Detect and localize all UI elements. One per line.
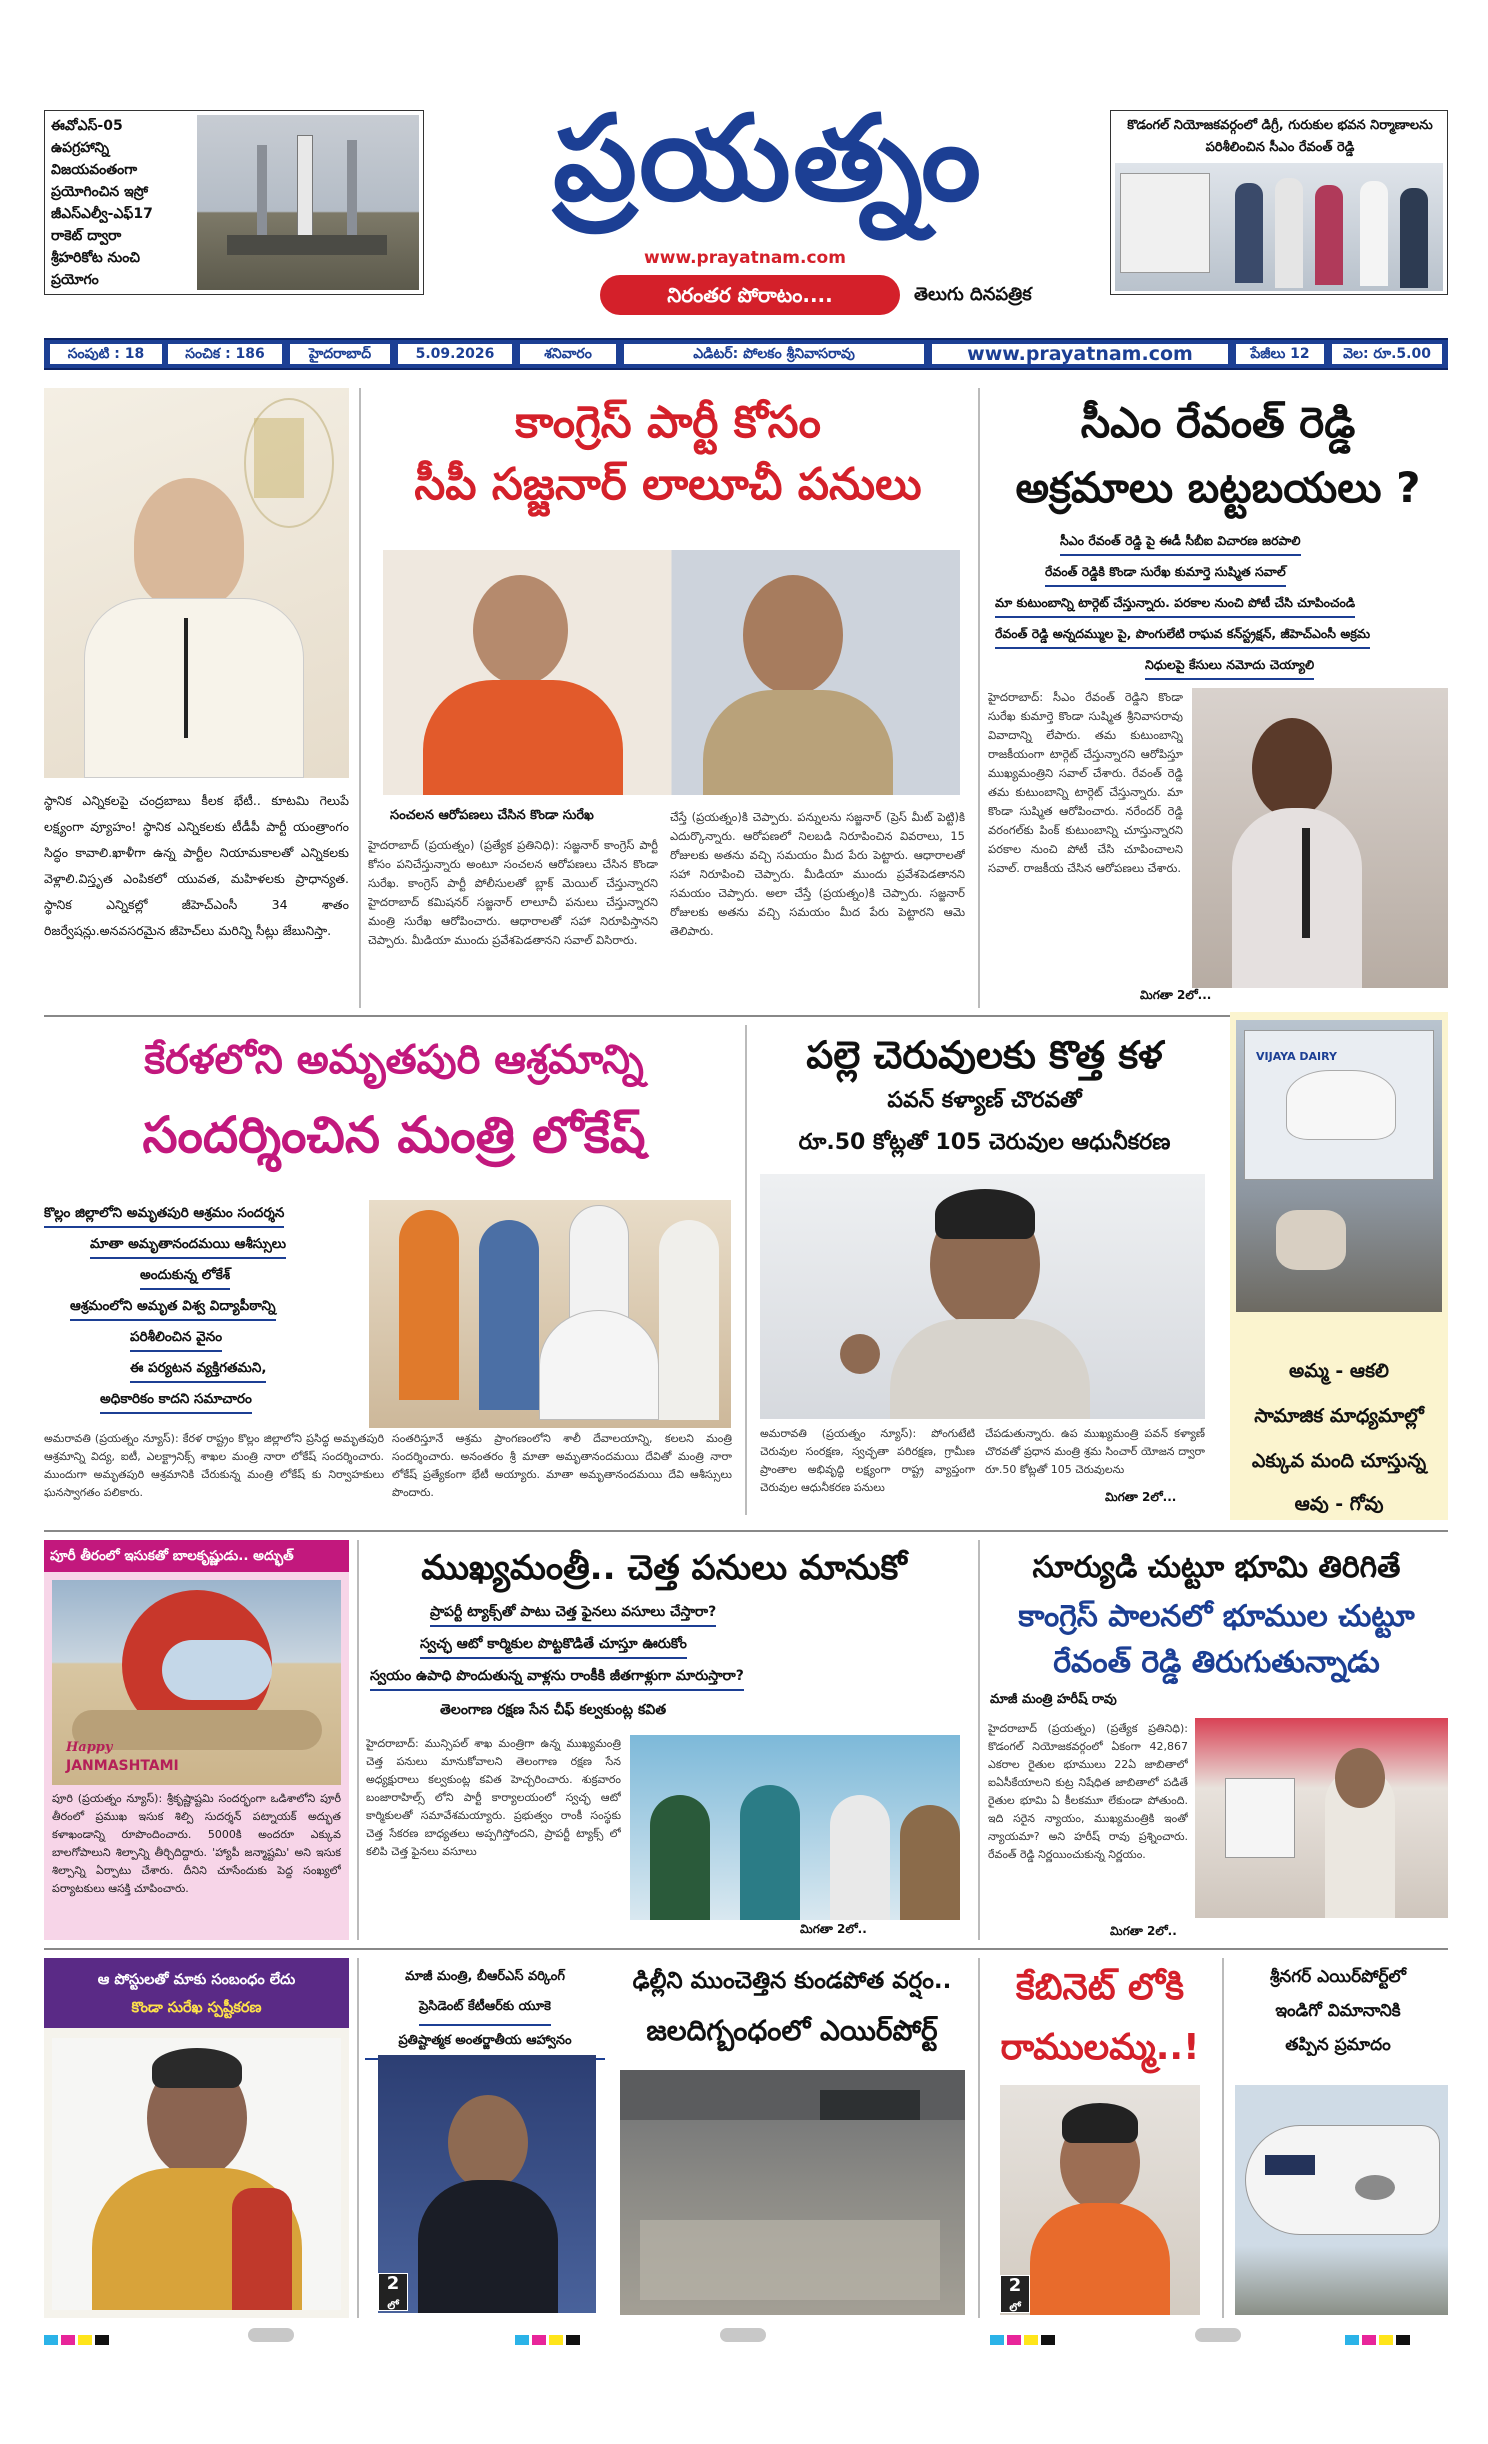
tagline-banner (600, 275, 900, 315)
ponds-body-a: అమరావతి (ప్రయత్నం న్యూస్): పోంగుటేటి చెరువుల సంరక్షణ, స్వచ్ఛతా పరిరక్షణ, గ్రామీణ ప్రాంతాల అభివృద్ధి లక్ష్యంగా రాష్ట్ర వ్యాప్తంగా చెరువుల ఆధునీకరణ పనులు (760, 1427, 975, 1494)
harish-head-3: రేవంత్ రెడ్డి తిరుగుతున్నాడు (1053, 1645, 1380, 1680)
kavitha-photo (630, 1735, 960, 1920)
ear-line: ఈవోఎస్-05 (51, 118, 123, 134)
masthead-url[interactable]: www.prayatnam.com (644, 248, 846, 268)
kavitha-migata[interactable]: మిగతా 2లో.. (800, 1922, 867, 1936)
ponds-migata[interactable]: మిగతా 2లో... (1105, 1490, 1177, 1504)
ponds-body-b: చేపడుతున్నారు. ఉప ముఖ్యమంత్రి పవన్ కళ్యాణ్ చొరవతో ప్రధాన మంత్రి శ్రమ సించార్ యోజన ద్వారా రూ.50 కోట్లతో 105 చెరువులను (985, 1427, 1205, 1476)
divider (978, 1540, 980, 1940)
page2-badge: 2 లో (378, 2273, 408, 2311)
reg-mark (1195, 2328, 1241, 2342)
ear-line: జీఎస్ఎల్వీ-ఎఫ్17 (51, 206, 153, 222)
color-bar-1 (44, 2330, 112, 2349)
lokesh-body-a: అమరావతి (ప్రయత్నం న్యూస్): కేరళ రాష్ట్రం కొల్లం జిల్లాలోని ప్రసిద్ధ అమృతపురి ఆశ్రమాన్ని విద్య, ఐటీ, ఎలక్ట్రానిక్స్ శాఖల మంత్రి నారా లోకేష్ సందర్శించారు. ముందుగా అమృతపురి ఆశ్రమానికి చేరుకున్న మంత్రి లోకేష్ కు నిర్వాహకులు ఘనస్వాగతం పలికారు. (44, 1432, 384, 1499)
delhi-head-1: ఢిల్లీని ముంచెత్తిన కుండపోత వర్షం.. (632, 1968, 952, 1994)
indigo-plane-photo (1235, 2085, 1448, 2315)
surekha-box-head (44, 1958, 349, 2028)
lokesh-sub: ఈ పర్యటన వ్యక్తిగతమని, (130, 1360, 266, 1383)
surekha-line-2: కొండా సురేఖ స్పష్టీకరణ (131, 2000, 262, 2016)
divider (357, 1540, 359, 1940)
srinagar-head (1228, 1960, 1448, 2062)
lokesh-amma-photo (369, 1200, 731, 1428)
sajjanar-head-2: సీపీ సజ్జనార్ లాలూచీ పనులు (414, 459, 922, 510)
cow-caption-2: సామాజిక మాధ్యమాల్లో (1254, 1405, 1424, 1427)
kavitha-sub: స్వయం ఉపాధి పొందుతున్న వాళ్లను రాంకీకి జీతగాళ్లుగా మారుస్తారా? (370, 1668, 744, 1691)
kavitha-sub: తెలంగాణ రక్షణ సేన చీఫ్ కల్వకుంట్ల కవిత (440, 1702, 667, 1718)
ear-line: రాకెట్ ద్వారా (51, 228, 122, 244)
divider (978, 388, 980, 1008)
puri-box (44, 1540, 349, 1940)
pages: పేజీలు 12 (1236, 344, 1324, 364)
ear-line: ఉపగ్రహాన్ని (51, 140, 110, 156)
kavitha-sub: ప్రాపర్టీ ట్యాక్స్‌తో పాటు చెత్త ఫైనలు వసూలు చేస్తారా? (430, 1604, 716, 1627)
ear-line: శ్రీహరికోట నుంచి (51, 250, 141, 266)
ear-line: ప్రయోగం (51, 272, 99, 288)
day: శనివారం (520, 344, 616, 364)
sajjanar-body-b: చేస్తే (ప్రయత్నం)కి చెప్పారు. పన్నులను సజ్జనార్ (ప్రెస్ మీట్ పెట్టి)కి ఎదుర్కొన్నారు. ఆరోపణలో నిలబడి నిరూపించిన వివరాలు, 15 రోజులకు అతను వచ్చి సమయం మీద పేరు పెట్టారు. ఆధారాలతో సహా నిరూపించి చెప్పారు. మీడియా ముందు ప్రవేశపెడతానని సమయం చెప్పారు. అలా చేస్తే (ప్రయత్నం)కి చెప్పారు. సజ్జనార్ రోజులకు అతను వచ్చి సమయం మీద పేరు పెట్టారని ఆమె తెలిపారు. (670, 810, 965, 938)
lokesh-head-1: కేరళలోని అమృతపురి ఆశ్రమాన్ని (144, 1037, 644, 1083)
kavitha-sub: స్వచ్ఛ ఆటో కార్మికుల పొట్టకొడితే చూస్తూ ఊరుకోం (420, 1636, 687, 1659)
masthead-title: ప్రయత్నం (553, 88, 983, 227)
puri-head: పూరీ తీరంలో ఇసుకతో బాలకృష్ణుడు.. అద్భుత్ (44, 1540, 349, 1572)
section-divider (44, 1948, 1448, 1950)
lokesh-body-b: సంతరిస్తూనే ఆశ్రమ ప్రాంగణంలోని శాలీ దేవాలయాన్ని, కలలని మంత్రి సందర్శించారు. అనంతరం శ్రీ మాతా అమృతానందమయి దేవితో మంత్రి నారా లోకేష్ ప్రత్యేకంగా భేటీ అయ్యారు. మాతా అమృతానందమయి దేవి ఆశీస్సులు పొందారు. (392, 1432, 732, 1499)
editor: ఎడిటర్: పోలకం శ్రీనివాసరావు (624, 344, 924, 364)
surekha-sajjanar-photo (383, 550, 960, 795)
divider (745, 1025, 747, 1515)
harish-migata[interactable]: మిగతా 2లో.. (1110, 1924, 1177, 1938)
ktr-photo (378, 2055, 596, 2313)
surekha-line-1: ఆ పోస్టులతో మాకు సంబంధం లేదు (97, 1972, 296, 1988)
site-link[interactable]: www.prayatnam.com (932, 344, 1228, 364)
revanth-sub: రేవంత్ రెడ్డికి కొండా సురేఖ కుమార్తె సుష్మిత సవాల్ (1045, 564, 1286, 587)
left-ear-text (51, 115, 191, 291)
harish-photo (1195, 1718, 1448, 1918)
ponds-sub-1: పవన్ కళ్యాణ్ చొరవతో (887, 1088, 1082, 1113)
issue: సంచిక : 186 (168, 344, 282, 364)
srinagar-line: ఇండిగో విమానానికి (1275, 2001, 1401, 2021)
date: 5.09.2026 (398, 344, 512, 364)
sajjanar-head-1: కాంగ్రెస్ పార్టీ కోసం (515, 397, 821, 448)
sajjanar-caption: సంచలన ఆరోపణలు చేసిన కొండా సురేఖ (390, 808, 594, 823)
lokesh-sub: కొల్లం జిల్లాలోని అమృతపురి ఆశ్రమం సందర్శన (44, 1205, 284, 1228)
ear-line: విజయవంతంగా (51, 162, 138, 178)
info-bar (44, 338, 1448, 370)
sajjanar-body-a: హైదరాబాద్ (ప్రయత్నం) (ప్రత్యేక ప్రతినిధి): సజ్జనార్ కాంగ్రెస్ పార్టీ కోసం పనిచేస్తున్నారు అంటూ సంచలన ఆరోపణలు చేసిన కొండా సురేఖ. కాంగ్రెస్ పార్టీ పోలీసులతో బ్లాక్ మెయిల్ చేస్తున్నారని హైదరాబాద్ కమిషనర్ సజ్జనార్ లాలూచీ పనులు చేస్తున్నారని మంత్రి సురేఖ ఆరోపించారు. ఆధారాలతో సహా నిరూపిస్తానని చెప్పారు. మీడియా ముందు ప్రవేశపెడతానని సవాల్ విసిరారు. (368, 838, 658, 947)
divider (1222, 1958, 1224, 2318)
srinagar-line: శ్రీనగర్ ఎయిర్‌పోర్ట్‌లో (1269, 1967, 1407, 1987)
cabinet-head-1: కేబినెట్ లోకి (1015, 1967, 1185, 2008)
harish-body: హైదరాబాద్ (ప్రయత్నం) (ప్రత్యేక ప్రతినిధి): కొడంగల్ నియోజకవర్గంలో ఏకంగా 42,867 ఎకరాల రైతుల భూములు 22ఏ జాబితాలో ఐఏసీకేయాలని కుట్ర నిషేధిత జాబితాలో పడితే రైతుల భూమి ఏ కీలకమూ లేకుండా పోతుంది. ఇది సరైన న్యాయం, ముఖ్యమంత్రికి ఇంతో న్యాయమా? అని హరీష్ రావు ప్రశ్నించారు. రేవంత్ రెడ్డి నిర్ణయించుకున్న నిర్ణయం. (988, 1722, 1188, 1861)
left-ear-box (44, 110, 424, 295)
city: హైదరాబాద్ (290, 344, 390, 364)
puri-body: పూరి (ప్రయత్నం న్యూస్): శ్రీకృష్ణాష్టమి సందర్భంగా ఒడిశాలోని పూరీ తీరంలో ప్రముఖ ఇసుక శిల్పి సుదర్శన్ పట్నాయక్ అద్భుత కళాఖండాన్ని రూపొందించారు. 5000కి అందరూ ఎక్కువ బాలగోపాలుని శిల్పాన్ని తీర్చిదిద్దారు. 'హ్యాపీ జన్మాష్టమి' అని ఇసుక శిల్పాన్ని ఏర్పాటు చేశారు. దీనిని చూసేందుకు పెద్ద సంఖ్యలో పర్యాటకులు ఆసక్తి చూపించారు. (52, 1792, 341, 1895)
revanth-sub: సీఎం రేవంత్ రెడ్డి పై ఈడీ సీబీఐ విచారణ జరపాలి (1060, 533, 1301, 556)
lokesh-head-2: సందర్శించిన మంత్రి లోకేష్ (142, 1106, 646, 1164)
lokesh-sub: ఆశ్రమంలోని అమృత విశ్వ విద్యాపీఠాన్ని (70, 1298, 276, 1321)
delhi-head-2: జలదిగ్బంధంలో ఎయిర్‌పోర్ట్ (646, 2014, 938, 2047)
tagline-text: నిరంతర పోరాటం.... (667, 283, 833, 307)
right-ear-title: కొడంగల్ నియోజకవర్గంలో డిగ్రీ, గురుకుల భవన నిర్మాణాలను పరిశీలించిన సీఎం రేవంత్ రెడ్డి (1127, 118, 1433, 155)
color-bar-2 (515, 2330, 583, 2349)
cow-calf-photo (1236, 1020, 1442, 1312)
reg-mark (248, 2328, 294, 2342)
rocket-launch-photo (197, 115, 419, 290)
cow-caption-3: ఎక్కువ మంది చూస్తున్న (1251, 1450, 1427, 1472)
kavitha-head: ముఖ్యమంత్రీ.. చెత్త పనులు మానుకో (421, 1548, 907, 1588)
lokesh-sub: అధికారికం కాదని సమాచారం (100, 1391, 252, 1414)
ponds-sub-2: రూ.50 కోట్లతో 105 చెరువుల ఆధునీకరణ (798, 1130, 1171, 1155)
chandrababu-photo (44, 388, 349, 778)
ktr-line: మాజీ మంత్రి, బీఆర్ఎస్ వర్కింగ్ (405, 1969, 565, 1984)
lokesh-sub: అందుకున్న లోకేశ్ (140, 1267, 230, 1290)
harish-head-2: కాంగ్రెస్ పాలనలో భూముల చుట్టూ (1018, 1599, 1415, 1634)
revanth-sub: మా కుటుంబాన్ని టార్గెట్ చేస్తున్నారు. పరకాల నుంచి పోటీ చేసి చూపించండి (995, 595, 1355, 618)
ponds-head: పల్లె చెరువులకు కొత్త కళ (806, 1033, 1163, 1077)
ktr-line: ప్రెసిడెంట్ కేటీఆర్‌కు యూకె (419, 1992, 551, 2026)
surekha-box (44, 1958, 349, 2318)
revanth-body: హైదరాబాద్: సీఎం రేవంత్ రెడ్డిని కొండా సురేఖ కుమార్తె కొండా సుష్మిత శ్రీనివాసరావు వివాదాన్ని లేపారు. తమ కుటుంబాన్ని రాజకీయంగా టార్గెట్ చేస్తున్నారని ఆరోపిస్తూ ముఖ్యమంత్రిని సవాల్ చేశారు. రేవంత్ రెడ్డి తమ కుటుంబాన్ని టార్గెట్ చేస్తున్నారు. మా కొండా సుష్మిత ఆరోపించారు. నరేందర్ రెడ్డి వరంగల్‌కు పింక్ కుటుంబాన్ని చూస్తున్నారని పరకాల నుంచి పోటీ చేసి చూపించాలని సవాల్. రాజకీయ చేసిన ఆరోపణలు చేశారు. (988, 690, 1183, 875)
price: వెల: రూ.5.00 (1332, 344, 1442, 364)
cm-site-visit-photo (1115, 163, 1443, 291)
chandrababu-story: స్థానిక ఎన్నికలపై చంద్రబాబు కీలక భేటీ.. కూటమి గెలుపే లక్ష్యంగా వ్యూహం! స్థానిక ఎన్నికలకు టీడీపీ పార్టీ యంత్రాంగం సిద్ధం కావాలి.ఖాళీగా ఉన్న పార్టీల నియామకాలతో ఎన్నికలకు వెళ్లాలి.విస్తృత ఎంపికలో యువత, మహిళలకు ప్రాధాన్యత. స్థానిక ఎన్నికల్లో జీహెచ్ఎంసీ 34 శాతం రిజర్వేషన్లు.అనవసరమైన జీహెచ్‌లు మరిన్ని సీట్లు జేబునిస్తా. (44, 793, 349, 938)
ktr-line: ప్రతిష్టాత్మక అంతర్జాతీయ ఆహ్వానం (365, 2026, 605, 2060)
cow-caption-4: ఆవు - గోవు (1294, 1493, 1384, 1515)
cabinet-head-2: రాములమ్మ..! (1000, 2027, 1200, 2068)
ear-line: ప్రయోగించిన ఇస్రో (51, 184, 149, 200)
cow-caption-1: అమ్మ - ఆకలి (1289, 1360, 1389, 1382)
divider (357, 1958, 359, 2318)
sushmita-photo (1192, 688, 1448, 988)
divider (978, 1958, 980, 2318)
surekha-photo (52, 2038, 341, 2310)
revanth-head-2: అక్రమాలు బట్టబయలు ? (1015, 463, 1421, 512)
section-divider (44, 1530, 1448, 1532)
truck-label: VIJAYA DAIRY (1256, 1050, 1337, 1063)
sand-krishna-photo (52, 1580, 341, 1785)
daily-label: తెలుగు దినపత్రిక (914, 284, 1032, 305)
ktr-caption (365, 1962, 605, 2060)
lokesh-sub: మాతా అమృతానందమయి ఆశీస్సులు (90, 1236, 286, 1259)
janmashtami-text: JANMASHTAMI (66, 1758, 179, 1774)
harish-head-1: సూర్యుడి చుట్టూ భూమి తిరిగితే (1032, 1550, 1401, 1585)
pawan-kalyan-photo (760, 1174, 1205, 1419)
reg-mark (720, 2328, 766, 2342)
color-bar-3 (990, 2330, 1058, 2349)
volume: సంపుటి : 18 (50, 344, 162, 364)
revanth-head-1: సీఎం రేవంత్ రెడ్డి (1080, 398, 1356, 447)
harish-sub: మాజీ మంత్రి హరీష్ రావు (990, 1692, 1117, 1707)
revanth-migata[interactable]: మిగతా 2లో... (1140, 988, 1212, 1002)
right-ear-box (1110, 110, 1448, 295)
cow-box (1230, 1012, 1448, 1520)
ramulamma-photo (1000, 2085, 1200, 2315)
srinagar-line: తప్పిన ప్రమాదం (1285, 2035, 1391, 2055)
lokesh-sub: పరిశీలించిన వైనం (130, 1329, 222, 1352)
color-bar-4 (1345, 2330, 1413, 2349)
page2-badge: 2 లో (1000, 2275, 1030, 2313)
airport-flood-photo (620, 2070, 965, 2315)
kavitha-body: హైదరాబాద్: మున్సిపల్ శాఖ మంత్రిగా ఉన్న ముఖ్యమంత్రి చెత్త పనులు మానుకోవాలని తెలంగాణ రక్షణ సేన అధ్యక్షురాలు కల్వకుంట్ల కవిత హెచ్చరించారు. శుక్రవారం బంజారాహిల్స్ లోని పార్టీ కార్యాలయంలో స్వచ్ఛ ఆటో కార్మికులతో సమావేశమయ్యారు. ప్రభుత్వం రాంకీ సంస్థకు చెత్త సేకరణ బాధ్యతలు అప్పగిస్తోందని, ప్రాపర్టీ ట్యాక్స్ లో కలిపి చెత్త ఫైనలు వసూలు (366, 1737, 621, 1858)
happy-text: Happy (66, 1740, 113, 1755)
revanth-sub: నిధులపై కేసులు నమోదు చెయ్యాలి (1145, 657, 1314, 680)
divider (359, 388, 361, 1008)
revanth-sub: రేవంత్ రెడ్డి అన్నదమ్ముల పై, పొంగులేటి రాఘవ కన్‌స్ట్రక్షన్, జీహెచ్ఎంసీ అక్రమ (995, 626, 1370, 649)
